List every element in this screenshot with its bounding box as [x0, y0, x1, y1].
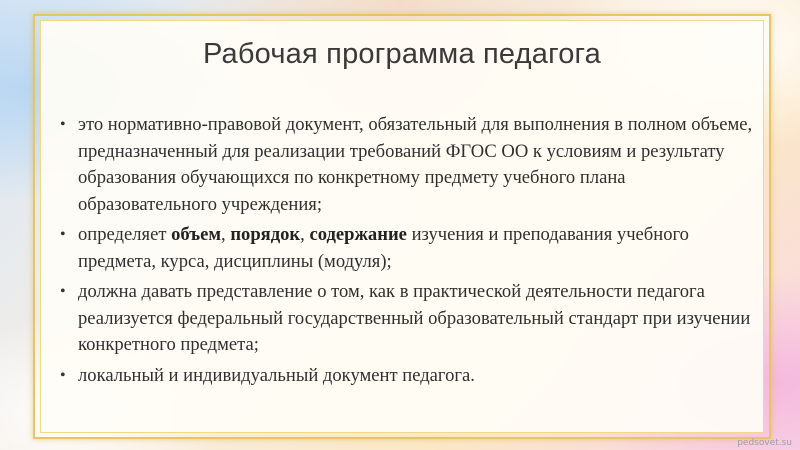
separator: , — [300, 224, 310, 245]
bold-term-volume: объем — [171, 224, 222, 245]
bullet-dot-icon: • — [60, 366, 66, 384]
bullet-text-prefix: определяет — [78, 224, 172, 245]
bullet-text: это нормативно-правовой документ, обязательный для выполнения в полном объеме, предназначенный для реализации требований ФГОС ОО к условиям и результату образования обучающихся по конкретному предмету учебного плана образовательного учреждения; — [78, 114, 753, 215]
bullet-item-1 — [58, 112, 758, 218]
bullet-item-2 — [58, 222, 758, 275]
bullet-item-4 — [58, 363, 758, 390]
bullet-dot-icon: • — [60, 226, 66, 243]
bold-term-content: содержание — [309, 224, 407, 245]
slide-title: Рабочая программа педагога — [202, 38, 602, 70]
bullet-dot-icon: • — [60, 283, 66, 300]
bullet-text — [78, 224, 689, 272]
bullet-text: локальный и индивидуальный документ педагога. — [78, 364, 475, 386]
bullet-text: должна давать представление о том, как в практической деятельности педагога реализуется федеральный государственный образовательный стандарт при изучении конкретного предмета; — [78, 281, 751, 355]
separator: , — [221, 224, 231, 245]
bullet-dot-icon: • — [60, 116, 66, 133]
site-watermark: pedsovet.su — [737, 438, 792, 448]
bullet-list — [58, 112, 758, 393]
bullet-text-suffix: изучения и преподавания учебного предмета, курса, дисциплины (модуля); — [78, 224, 689, 272]
bullet-item-3 — [58, 279, 758, 359]
bold-term-order: порядок — [230, 224, 301, 245]
